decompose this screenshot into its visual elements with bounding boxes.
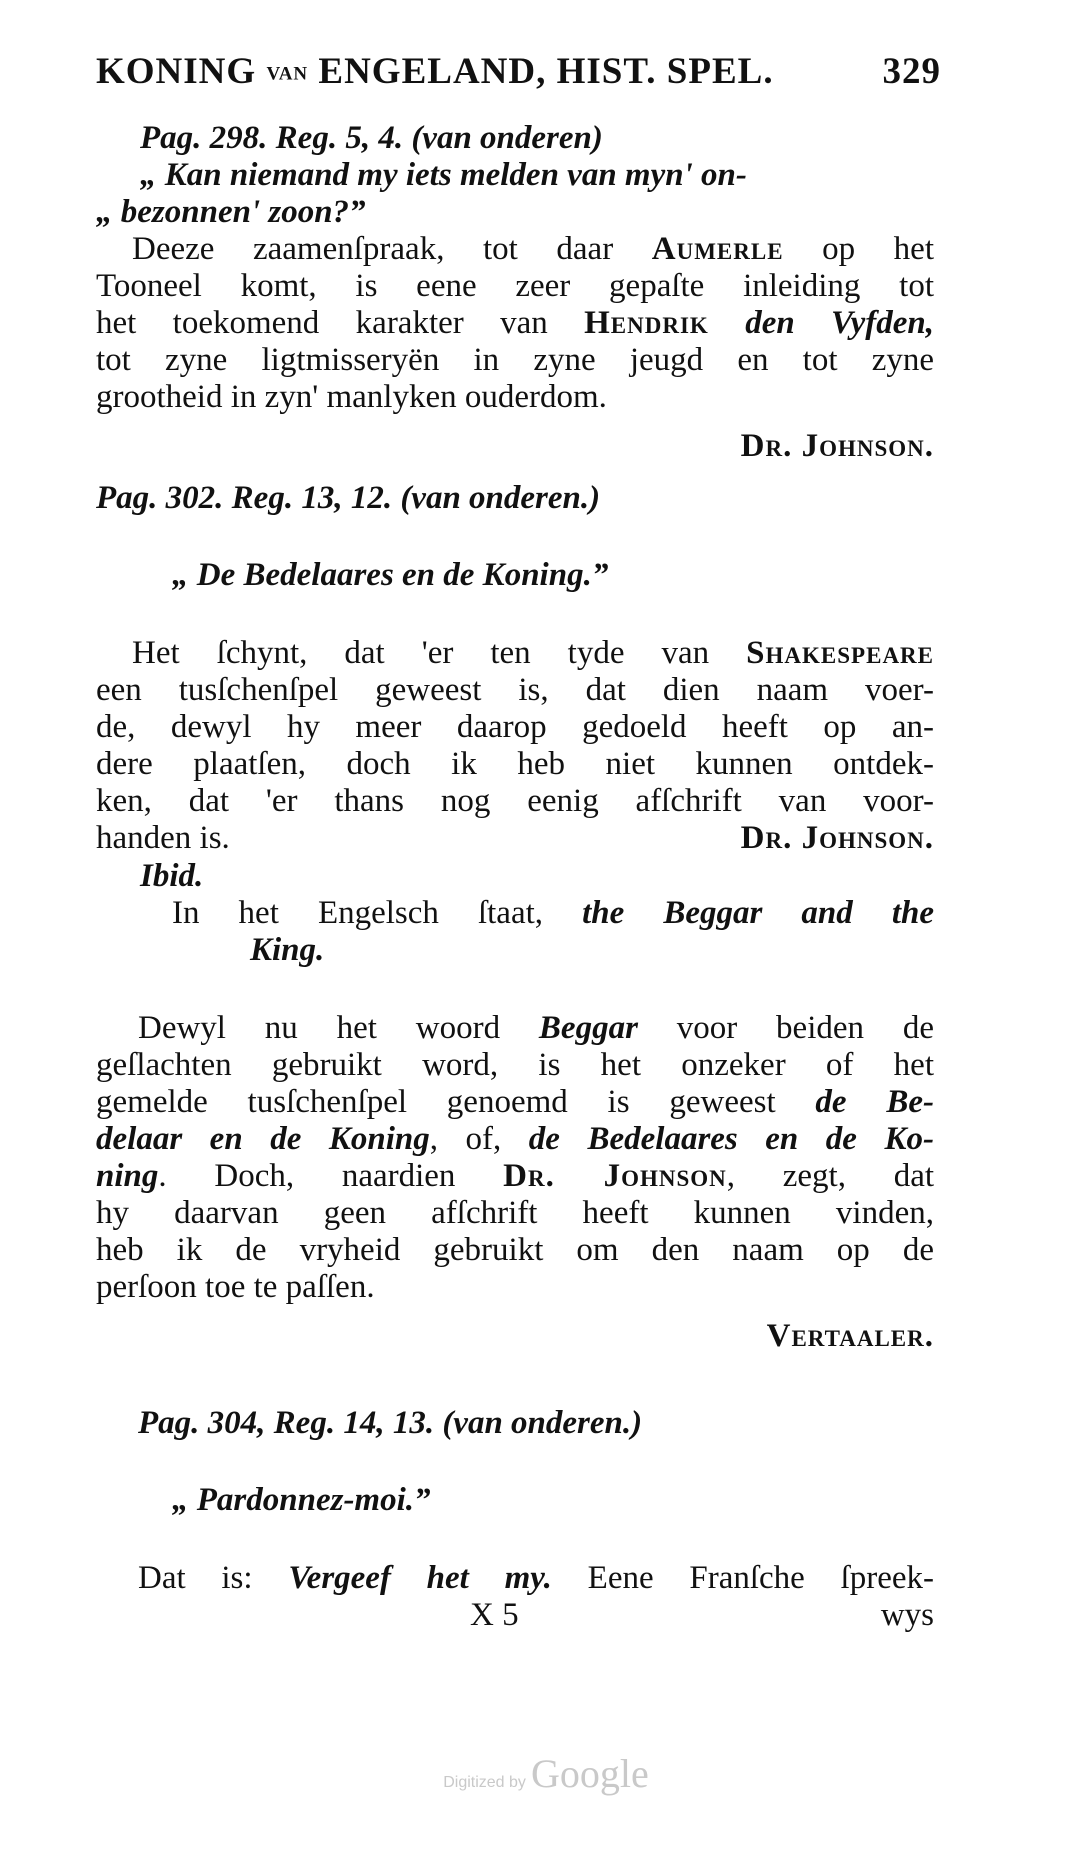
signature-mark: X 5 <box>470 1597 519 1633</box>
signature-vertaaler: Vertaaler. <box>766 1318 934 1354</box>
quote-1-line-1: „ Kan niemand my iets melden van myn' on- <box>140 157 747 193</box>
text-run: In het Engelsch ſtaat, <box>172 895 583 931</box>
text-run: voor beiden de <box>637 1010 934 1046</box>
header-title-rest: ENGELAND, HIST. SPEL. <box>318 51 774 92</box>
quote-3: „ Pardonnez-moi.” <box>172 1482 431 1518</box>
text-run-italic: den Vyfden, <box>708 305 934 341</box>
text-run: het toekomend karakter van <box>96 305 585 341</box>
para-2-line-1 <box>132 635 934 672</box>
para-3-line-4 <box>96 1121 934 1158</box>
para-1-line-5: grootheid in zyn' manlyken ouderdom. <box>96 379 607 415</box>
catchword: wys <box>880 1597 934 1633</box>
running-header <box>96 50 941 93</box>
text-run: gemelde tusſchenſpel genoemd is geweest <box>96 1084 816 1120</box>
text-run-italic: de Be- <box>815 1084 934 1120</box>
text-run-italic: de Bedelaares en de Ko- <box>528 1121 934 1157</box>
text-run: Dewyl nu het woord <box>138 1010 539 1046</box>
para-4-line-1 <box>138 1560 934 1597</box>
ibid-line-1 <box>172 895 934 932</box>
text-run-italic: Beggar <box>538 1010 638 1046</box>
text-run-italic: delaar en de Koning <box>96 1121 430 1157</box>
name-hendrik: Hendrik <box>584 305 709 341</box>
watermark-by: Digitized by <box>443 1774 526 1791</box>
text-run: . Doch, naardien <box>158 1158 504 1194</box>
para-2-line-6: handen is. <box>96 820 230 856</box>
text-run: Het ſchynt, dat 'er ten tyde van <box>132 635 747 671</box>
para-3-line-2: geſlachten gebruikt word, is het onzeker of het <box>96 1047 934 1083</box>
ibid-label: Ibid. <box>140 858 204 894</box>
text-run: op het <box>783 231 934 267</box>
text-run: Dat is: <box>138 1560 289 1596</box>
text-run: , zegt, dat <box>726 1158 935 1194</box>
para-1-line-4: tot zyne ligtmisseryën in zyne jeugd en tot zyne <box>96 342 934 378</box>
para-2-line-4: dere plaatſen, doch ik heb niet kunnen ontdek- <box>96 746 934 782</box>
reference-3: Pag. 304, Reg. 14, 13. (van onderen.) <box>138 1405 643 1441</box>
page-number: 329 <box>882 51 941 92</box>
para-3-line-3 <box>96 1084 934 1121</box>
digitized-watermark <box>0 1750 1092 1797</box>
text-run-italic: Vergeef het my. <box>288 1560 552 1596</box>
ibid-line-2: King. <box>250 932 325 968</box>
para-3-line-6: hy daarvan geen afſchrift heeft kunnen vinden, <box>96 1195 934 1231</box>
text-run-italic: the Beggar and the <box>582 895 934 931</box>
text-run: Deeze zaamenſpraak, tot daar <box>132 231 652 267</box>
para-3-line-5 <box>96 1158 934 1195</box>
text-run: , of, <box>429 1121 529 1157</box>
header-title-koning: KONING <box>96 51 257 92</box>
para-2-line-5: ken, dat 'er thans nog eenig afſchrift van voor- <box>96 783 934 819</box>
name-johnson: Dr. Johnson <box>503 1158 727 1194</box>
para-1-line-3 <box>96 305 934 342</box>
text-run-italic: ning <box>96 1158 159 1194</box>
para-3-line-8: perſoon toe te paſſen. <box>96 1269 375 1305</box>
watermark-brand: Google <box>531 1751 649 1796</box>
text-run: Eene Franſche ſpreek- <box>551 1560 934 1596</box>
signature-johnson-1: Dr. Johnson. <box>740 428 934 464</box>
para-3-line-1 <box>138 1010 934 1047</box>
quote-1-line-2: „ bezonnen' zoon?” <box>96 194 366 230</box>
reference-2: Pag. 302. Reg. 13, 12. (van onderen.) <box>96 480 601 516</box>
para-2-line-2: een tusſchenſpel geweest is, dat dien naam voer- <box>96 672 934 708</box>
para-1-line-1 <box>132 231 934 268</box>
para-1-line-2: Tooneel komt, is eene zeer gepaſte inleiding tot <box>96 268 934 304</box>
quote-2: „ De Bedelaares en de Koning.” <box>172 557 609 593</box>
name-shakespeare: Shakespeare <box>746 635 934 671</box>
para-3-line-7: heb ik de vryheid gebruikt om den naam op de <box>96 1232 934 1268</box>
header-title-van: VAN <box>266 63 309 85</box>
signature-johnson-2: Dr. Johnson. <box>740 820 934 856</box>
name-aumerle: Aumerle <box>651 231 784 267</box>
reference-1: Pag. 298. Reg. 5, 4. (van onderen) <box>140 120 603 156</box>
para-2-line-3: de, dewyl hy meer daarop gedoeld heeft op an- <box>96 709 934 745</box>
